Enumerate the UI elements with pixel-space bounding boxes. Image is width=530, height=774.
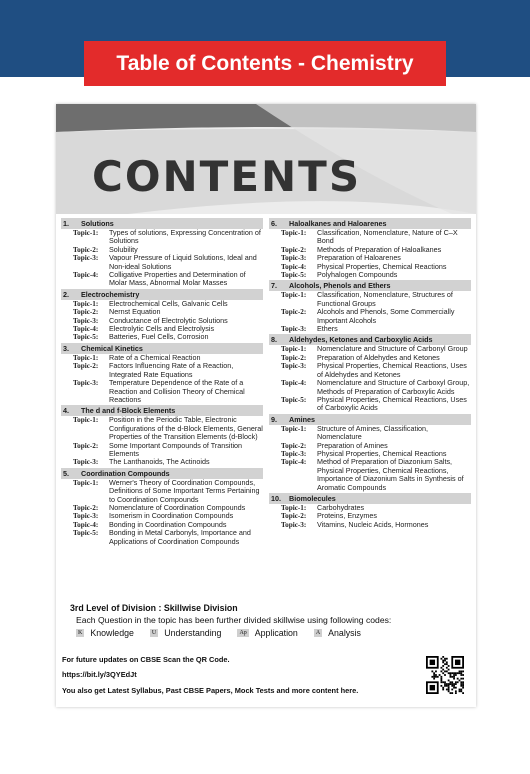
topic-label: Topic-4: xyxy=(281,458,307,467)
topic-row xyxy=(61,479,263,504)
topic-label: Topic-2: xyxy=(73,245,99,254)
topic-text: Isomerism in Coordination Compounds xyxy=(109,511,234,521)
topic-text: Batteries, Fuel Cells, Corrosion xyxy=(109,332,209,342)
topic-text: Classification, Nomenclature, Nature of C–X Bond xyxy=(317,228,458,246)
topic-label: Topic-1: xyxy=(73,229,99,237)
topic-text: Preparation of Aldehydes and Ketones xyxy=(317,352,440,362)
topic-row xyxy=(269,325,471,333)
topic-label: Topic-2: xyxy=(281,308,307,317)
topic-text: Classification, Nomenclature, Structures of Functional Groups xyxy=(317,290,453,308)
topic-row xyxy=(61,416,263,441)
topic-text: Physical Properties, Chemical Reactions xyxy=(317,448,447,458)
topic-label: Topic-2: xyxy=(73,362,99,371)
topic-row xyxy=(61,300,263,308)
topic-label: Topic-1: xyxy=(73,353,99,362)
topic-text: Colligative Properties and Determination of Molar Mass, Abnormal Molar Masses xyxy=(109,270,246,288)
topic-label: Topic-3: xyxy=(73,512,99,521)
unit-section xyxy=(269,334,471,412)
skill-code xyxy=(76,628,134,638)
unit-number: 7. xyxy=(271,281,277,291)
unit-section xyxy=(61,405,263,466)
skill-code-label: Analysis xyxy=(328,628,361,638)
topic-text: Position in the Periodic Table, Electronic Configurations of the d-Block Elements, General Properties of the Transition Elements (d-Block) xyxy=(109,415,263,442)
topic-row xyxy=(269,308,471,325)
topic-text: Some Important Compounds of Transition Elements xyxy=(109,440,243,458)
unit-number: 8. xyxy=(271,335,277,345)
unit-number: 9. xyxy=(271,414,277,424)
unit-section xyxy=(61,289,263,342)
topic-label: Topic-1: xyxy=(281,503,307,512)
topic-text: Electrolytic Cells and Electrolysis xyxy=(109,324,215,334)
topic-row xyxy=(269,229,471,246)
skill-code-abbr: U xyxy=(151,630,157,636)
topic-text: Nomenclature of Coordination Compounds xyxy=(109,502,246,512)
unit-number: 2. xyxy=(63,289,69,299)
skill-codes xyxy=(62,628,466,638)
topic-label: Topic-3: xyxy=(73,316,99,325)
skill-code-label: Understanding xyxy=(164,628,222,638)
unit-number: 3. xyxy=(63,343,69,353)
division-title: 3rd Level of Division : Skillwise Division xyxy=(70,603,238,613)
topic-text: Vitamins, Nucleic Acids, Hormones xyxy=(317,519,429,529)
topic-label: Topic-1: xyxy=(281,229,307,237)
topic-row xyxy=(269,458,471,492)
topic-row xyxy=(61,458,263,466)
unit-title: Coordination Compounds xyxy=(81,468,170,478)
topic-text: Conductance of Electrolytic Solutions xyxy=(109,315,228,325)
topic-text: Types of solutions, Expressing Concentration of Solutions xyxy=(109,228,261,246)
topic-row xyxy=(269,271,471,279)
unit-title: Aldehydes, Ketones and Carboxylic Acids xyxy=(289,335,433,345)
skill-code-abbr: A xyxy=(315,630,321,636)
topic-row xyxy=(61,333,263,341)
unit-section xyxy=(61,343,263,404)
skill-code xyxy=(237,628,297,638)
unit-number: 1. xyxy=(63,219,69,228)
topic-row xyxy=(269,362,471,379)
unit-number: 4. xyxy=(63,406,69,416)
qr-code-icon[interactable] xyxy=(426,656,464,694)
topic-row xyxy=(61,271,263,288)
topic-text: Bonding in Metal Carbonyls, Importance and Applications of Coordination Compounds xyxy=(109,528,251,546)
unit-title: The d and f-Block Elements xyxy=(81,406,176,416)
update-link[interactable]: https://bit.ly/3QYEdJt xyxy=(62,670,137,679)
topic-label: Topic-3: xyxy=(281,520,307,529)
topic-text: Temperature Dependence of the Rate of a Reaction and Collision Theory of Chemical Reactions xyxy=(109,378,245,404)
topic-row xyxy=(61,254,263,271)
topic-label: Topic-4: xyxy=(281,379,307,388)
topic-label: Topic-3: xyxy=(73,379,99,388)
unit-title: Biomolecules xyxy=(289,493,336,503)
topic-text: Physical Properties, Chemical Reactions, Uses of Aldehydes and Ketones xyxy=(317,361,467,379)
unit-title: Solutions xyxy=(81,219,114,228)
more-content-note: You also get Latest Syllabus, Past CBSE Papers, Mock Tests and more content here. xyxy=(62,686,359,695)
topic-label: Topic-1: xyxy=(73,416,99,425)
topic-label: Topic-4: xyxy=(73,520,99,529)
topic-row xyxy=(269,396,471,413)
topic-text: Proteins, Enzymes xyxy=(317,511,377,521)
topic-label: Topic-1: xyxy=(73,478,99,487)
topic-text: Nernst Equation xyxy=(109,307,161,317)
topic-text: Preparation of Amines xyxy=(317,440,388,450)
topic-text: Methods of Preparation of Haloalkanes xyxy=(317,244,442,254)
topic-label: Topic-2: xyxy=(73,503,99,512)
topic-text: Polyhalogen Compounds xyxy=(317,270,398,280)
topic-label: Topic-3: xyxy=(281,254,307,263)
topic-label: Topic-4: xyxy=(73,271,99,280)
unit-header xyxy=(269,493,471,504)
topic-label: Topic-1: xyxy=(73,299,99,308)
unit-section xyxy=(269,414,471,492)
topic-text: Rate of a Chemical Reaction xyxy=(109,352,201,362)
contents-heading: CONTENTS xyxy=(92,152,362,201)
topic-text: Physical Properties, Chemical Reactions xyxy=(317,261,447,271)
topic-text: Nomenclature and Structure of Carboxyl Group, Methods of Preparation of Carboxylic Acids xyxy=(317,378,470,396)
unit-section xyxy=(269,280,471,333)
title-banner: Table of Contents - Chemistry xyxy=(84,41,446,86)
topic-label: Topic-1: xyxy=(281,291,307,300)
topic-label: Topic-5: xyxy=(73,333,99,342)
unit-section xyxy=(269,493,471,529)
unit-title: Chemical Kinetics xyxy=(81,343,143,353)
unit-number: 10. xyxy=(271,493,281,503)
topic-text: Nomenclature and Structure of Carbonyl Group xyxy=(317,344,468,354)
topic-label: Topic-2: xyxy=(73,441,99,450)
unit-section xyxy=(269,218,471,279)
topic-row xyxy=(269,291,471,308)
topic-label: Topic-4: xyxy=(73,325,99,334)
topic-text: Method of Preparation of Diazonium Salts, Physical Properties, Chemical Reactions, Importance of Diazonium Salts in Synthesis of Aromatic Compounds xyxy=(317,457,464,492)
unit-title: Haloalkanes and Haloarenes xyxy=(289,219,387,228)
topic-label: Topic-2: xyxy=(281,353,307,362)
topic-label: Topic-3: xyxy=(281,325,307,334)
skill-code-abbr: K xyxy=(78,630,83,636)
topic-text: Vapour Pressure of Liquid Solutions, Ideal and Non-ideal Solutions xyxy=(109,253,257,271)
topic-row xyxy=(61,529,263,546)
topic-label: Topic-4: xyxy=(281,262,307,271)
topic-text: Alcohols and Phenols, Some Commercially Important Alcohols xyxy=(317,307,455,325)
topic-label: Topic-2: xyxy=(281,512,307,521)
right-column xyxy=(269,218,471,530)
topic-text: Factors Influencing Rate of a Reaction, Integrated Rate Equations xyxy=(109,361,234,379)
left-column xyxy=(61,218,263,547)
topic-label: Topic-2: xyxy=(281,245,307,254)
topic-text: Werner's Theory of Coordination Compounds, Definitions of Some Important Terms Pertaining to Coordination Compounds xyxy=(109,477,260,504)
topic-label: Topic-2: xyxy=(73,308,99,317)
topic-row xyxy=(61,229,263,246)
topic-label: Topic-5: xyxy=(281,271,307,280)
skill-code-label: Application xyxy=(254,628,298,638)
topic-row xyxy=(269,379,471,396)
topic-label: Topic-1: xyxy=(281,345,307,354)
topic-text: Physical Properties, Chemical Reactions, Uses of Carboxylic Acids xyxy=(317,394,467,413)
unit-section xyxy=(61,468,263,546)
topic-label: Topic-3: xyxy=(73,254,99,263)
topic-label: Topic-2: xyxy=(281,441,307,450)
topic-row xyxy=(61,379,263,404)
topic-text: Bonding in Coordination Compounds xyxy=(109,519,227,529)
topic-row xyxy=(61,442,263,459)
unit-number: 6. xyxy=(271,219,277,228)
skill-code xyxy=(150,628,222,638)
topic-text: Solubility xyxy=(109,244,138,254)
skillwise-division xyxy=(62,603,466,638)
topic-text: Structure of Amines, Classification, Nomenclature xyxy=(317,423,429,442)
skill-code-label: Knowledge xyxy=(90,628,134,638)
topic-label: Topic-5: xyxy=(73,529,99,538)
topic-text: The Lanthanoids, The Actinoids xyxy=(109,457,210,467)
unit-title: Amines xyxy=(289,414,315,424)
unit-section xyxy=(61,218,263,288)
unit-title: Electrochemistry xyxy=(81,289,140,299)
topic-label: Topic-3: xyxy=(281,362,307,371)
unit-number: 5. xyxy=(63,468,69,478)
topic-text: Carbohydrates xyxy=(317,502,365,512)
topic-text: Electrochemical Cells, Galvanic Cells xyxy=(109,298,228,308)
topic-text: Preparation of Haloarenes xyxy=(317,253,401,263)
topic-label: Topic-1: xyxy=(281,424,307,433)
contents-page xyxy=(56,104,476,707)
topic-row xyxy=(269,521,471,529)
topic-row xyxy=(61,362,263,379)
topic-label: Topic-3: xyxy=(73,458,99,467)
skill-code-abbr: Ap xyxy=(239,630,247,636)
topic-label: Topic-5: xyxy=(281,395,307,404)
skill-code xyxy=(314,628,361,638)
division-description: Each Question in the topic has been further divided skillwise using following codes: xyxy=(76,615,392,625)
topic-label: Topic-3: xyxy=(281,449,307,458)
unit-title: Alcohols, Phenols and Ethers xyxy=(289,281,391,291)
topic-row xyxy=(269,425,471,442)
qr-instruction: For future updates on CBSE Scan the QR Code. xyxy=(62,655,230,664)
topic-text: Ethers xyxy=(317,324,338,334)
